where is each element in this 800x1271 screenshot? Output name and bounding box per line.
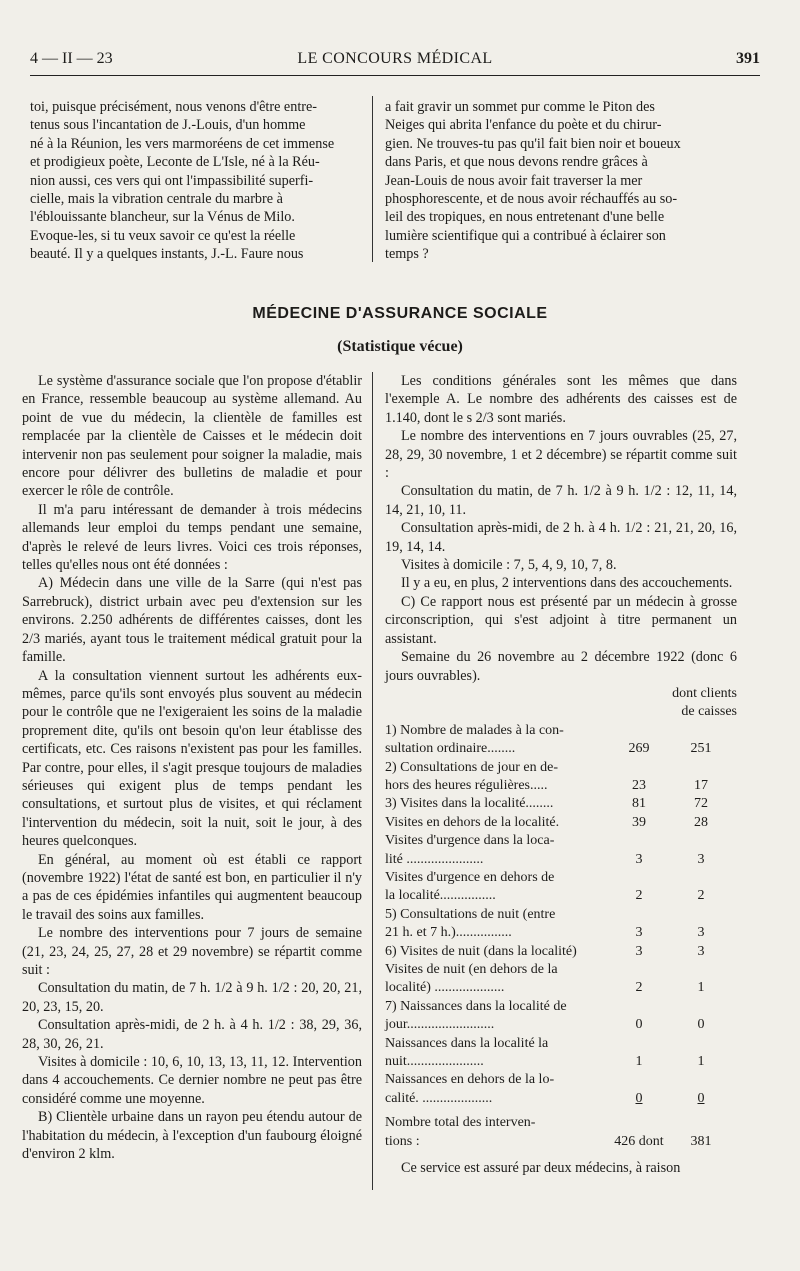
paragraph: Semaine du 26 novembre au 2 décembre 1922 (donc 6 jours ouvrables). (385, 649, 737, 684)
stats-caisse-value: 3 (697, 943, 705, 959)
stats-caisse-value: 17 (694, 777, 708, 793)
stats-row-label (385, 832, 737, 850)
paragraph: Visites à domicile : 10, 6, 10, 13, 13, 11, 12. Intervention dans 4 accouchements. Ce dernier nombre ne peut pas être considéré comme une moyenne. (22, 1054, 362, 1107)
stats-label: 2) Consultations de jour en de- (385, 759, 559, 775)
text-line: nion aussi, ces vers qui ont l'impassibilité superfi- (30, 172, 314, 189)
stats-label: 3) Visites dans la localité........ (385, 796, 554, 812)
stats-header (385, 685, 737, 722)
stats-label: 7) Naissances dans la localité de (385, 998, 567, 1014)
top-column-rule (372, 96, 373, 262)
stats-caisse-value: 2 (697, 888, 705, 904)
stats-row (385, 777, 737, 795)
stats-row-label (385, 869, 737, 887)
stats-label: 5) Consultations de nuit (entre (385, 906, 556, 922)
stats-label: 1) Nombre de malades à la con- (385, 722, 564, 738)
stats-caisse-value: 72 (694, 796, 708, 812)
text-line: dans Paris, et que nous devons rendre grâces à (385, 154, 648, 171)
text-line: tenus sous l'incantation de J.-Louis, d'un homme (30, 117, 306, 134)
paragraph: Le système d'assurance sociale que l'on propose d'établir en France, ressemble beaucoup au système allemand. Au point de vue du médecin, la clientèle de familles est remplacée par la clientèle de Caisses et le médecin doit intervenir non pas seulement pour soigner la maladie, mais encore pour délivrer des bulletins de maladie et pour exercer le rôle de contrôle. (22, 373, 362, 500)
body-column-rule (372, 372, 373, 1190)
stats-caisse-value: 3 (697, 851, 705, 867)
paragraph: Le nombre des interventions en 7 jours ouvrables (25, 27, 28, 29, 30 novembre, 1 et 2 décembre) se répartit comme suit : (385, 428, 737, 482)
stats-caisse-value: 28 (694, 814, 708, 830)
journal-title: LE CONCOURS MÉDICAL (297, 50, 493, 67)
paragraph: Consultation du matin, de 7 h. 1/2 à 9 h. 1/2 : 20, 20, 21, 20, 23, 15, 20. (22, 980, 362, 1015)
stats-total-value: 0 (635, 1090, 643, 1106)
right-article-column (385, 372, 737, 1177)
stats-label: hors des heures régulières..... (385, 777, 548, 793)
stats-total-row (385, 1133, 737, 1151)
text-line: lumière scientifique qui a contribué à éclairer son (385, 227, 666, 244)
stats-total-value: 23 (632, 777, 646, 793)
stats-row-label (385, 759, 737, 777)
stats-total-label: Nombre total des interven- (385, 1115, 536, 1131)
text-line: Neiges qui abrita l'enfance du poète et du chirur- (385, 117, 662, 134)
stats-header-row (385, 685, 737, 722)
paragraph: B) Clientèle urbaine dans un rayon peu étendu autour de l'habitation du médecin, à l'exception d'un faubourg éloigné d'environ 2 klm. (22, 1109, 362, 1163)
text-line: phosphorescente, et de nous avoir réchauffés au so- (385, 191, 678, 208)
stats-total-value: 0 (635, 1017, 643, 1033)
page-number: 391 (736, 50, 760, 67)
stats-row (385, 1053, 737, 1071)
text-line: Jean-Louis de nous avoir fait traverser la mer (385, 172, 643, 189)
stats-caisse-value: 1 (697, 1054, 705, 1070)
top-right-column (385, 98, 737, 264)
stats-total-value: 269 (628, 741, 650, 757)
stats-grand-total: 426 dont (614, 1133, 664, 1149)
stats-row-label (385, 961, 737, 979)
stats-row-label (385, 1035, 737, 1053)
text-line: temps ? (385, 246, 429, 263)
stats-row-label (385, 998, 737, 1016)
paragraph: Consultation du matin, de 7 h. 1/2 à 9 h. 1/2 : 12, 11, 14, 14, 21, 10, 11. (385, 483, 737, 518)
stats-total-label: tions : (385, 1133, 420, 1149)
text-line: a fait gravir un sommet pur comme le Piton des (385, 99, 655, 115)
stats-label: la localité................ (385, 888, 496, 904)
paragraph: A la consultation viennent surtout les adhérents eux-mêmes, parce qu'ils sont envoyés plus souvent au médecin pour le contrôle que ne l'exigeraient les soins de la maladie proprement dite, qu'ils ont besoin qu'on leur établisse des certificats, etc. Ces raisons n'existent pas pour les familles. Par contre, pour elles, il s'agit presque toujours de maladies sérieuses qui exigent plus de temps pendant les consultations, et surtout plus de visites, et qui réclament l'intervention du médecin, soit la nuit, soit le jour, à des heures quelconques. (22, 667, 362, 850)
stats-row (385, 943, 737, 961)
paragraph: Visites à domicile : 7, 5, 4, 9, 10, 7, 8. (401, 557, 617, 574)
paragraph: Les conditions générales sont les mêmes que dans l'exemple A. Le nombre des adhérents des caisses est de 1.140, dont le s 2/3 sont mariés. (385, 373, 737, 426)
paragraph: Il y a eu, en plus, 2 interventions dans des accouchements. (401, 575, 733, 592)
stats-label: calité. .................... (385, 1090, 493, 1106)
stats-row-label (385, 722, 737, 740)
text-line: né à la Réunion, les vers marmoréens de cet immense (30, 135, 335, 152)
paragraph: Consultation après-midi, de 2 h. à 4 h. 1/2 : 38, 29, 36, 28, 30, 26, 21. (22, 1017, 362, 1052)
section-title: MÉDECINE D'ASSURANCE SOCIALE (252, 305, 548, 322)
stats-caisse-value: 0 (697, 1090, 705, 1106)
stats-label: 6) Visites de nuit (dans la localité) (385, 943, 577, 959)
stats-row (385, 924, 737, 942)
stats-label: localité) .................... (385, 980, 505, 996)
stats-row (385, 1016, 737, 1034)
stats-label: Visites de nuit (en dehors de la (385, 962, 558, 977)
text-line: cielle, mais la vibration centrale du marbre à (30, 191, 283, 208)
stats-total-value: 39 (632, 814, 646, 830)
running-head (30, 50, 760, 74)
stats-grand-total-caisses: 381 (690, 1133, 712, 1149)
stats-total-value: 2 (635, 888, 643, 904)
left-article-column (22, 372, 362, 1163)
top-left-column (30, 98, 365, 264)
stats-row-label (385, 1071, 737, 1089)
paragraph: Il m'a paru intéressant de demander à trois médecins allemands leur emploi du temps pendant une semaine, d'après le relevé de leurs livres. Voici ces trois réponses, telles qu'elles nous ont été données : (22, 501, 362, 574)
paragraph: Consultation après-midi, de 2 h. à 4 h. 1/2 : 21, 21, 20, 16, 19, 14, 14. (385, 520, 737, 555)
stats-header-line-2: de caisses (681, 704, 737, 720)
stats-label: nuit...................... (385, 1054, 484, 1070)
paragraph: Ce service est assuré par deux médecins, à raison (401, 1160, 681, 1177)
stats-row-label (385, 906, 737, 924)
stats-row (385, 814, 737, 832)
stats-total-value: 3 (635, 925, 643, 941)
text-line: beauté. Il y a quelques instants, J.-L. Faure nous (30, 246, 304, 263)
stats-caisse-value: 3 (697, 925, 705, 941)
stats-label: Visites d'urgence en dehors de (385, 869, 555, 885)
text-line: et prodigieux poète, Leconte de L'Isle, né à la Réu- (30, 154, 320, 171)
stats-row (385, 887, 737, 905)
stats-label: Visites en dehors de la localité. (385, 814, 560, 830)
stats-label: sultation ordinaire........ (385, 741, 516, 757)
stats-row (385, 740, 737, 758)
stats-total-value: 81 (632, 796, 646, 812)
stats-row (385, 795, 737, 813)
header-rule (30, 75, 760, 76)
text-line: gien. Ne trouves-tu pas qu'il fait bien noir et boueux (385, 135, 681, 152)
stats-row (385, 1090, 737, 1108)
stats-total-value: 1 (635, 1054, 643, 1070)
issue-date: 4 — II — 23 (30, 50, 113, 67)
paragraph: C) Ce rapport nous est présenté par un médecin à grosse circonscription, qui s'est adjoint à titre permanent un assistant. (385, 593, 737, 647)
stats-total-value: 2 (635, 980, 643, 996)
paragraph: En général, au moment où est établi ce rapport (novembre 1922) l'état de santé est bon, en particulier il n'y a pas de ces épidémies infantiles qui augmentent beaucoup le travail des soins aux familles. (22, 851, 362, 923)
stats-total-value: 3 (635, 943, 643, 959)
text-line: l'éblouissante blancheur, sur la Vénus de Milo. (30, 209, 295, 226)
stats-total-value: 3 (635, 851, 643, 867)
stats-header-line-1: dont clients (672, 685, 737, 701)
stats-label: lité ...................... (385, 851, 484, 867)
paragraph: Le nombre des interventions pour 7 jours de semaine (21, 23, 24, 25, 27, 28 et 29 novembre) se répartit comme suit : (22, 925, 362, 978)
stats-label: Naissances en dehors de la lo- (385, 1072, 555, 1088)
stats-total-label-row (385, 1108, 737, 1132)
stats-caisse-value: 1 (697, 980, 705, 996)
section-subtitle: (Statistique vécue) (337, 338, 463, 355)
stats-caisse-value: 0 (697, 1017, 705, 1033)
stats-label: Visites d'urgence dans la loca- (385, 833, 555, 849)
text-line: leil des tropiques, en nous entretenant d'une belle (385, 209, 665, 226)
stats-row (385, 851, 737, 869)
text-line: toi, puisque précisément, nous venons d'être entre- (30, 99, 318, 115)
stats-caisse-value: 251 (690, 741, 712, 757)
stats-label: Naissances dans la localité la (385, 1035, 549, 1051)
stats-label: jour......................... (385, 1017, 495, 1033)
statistics-table (385, 685, 737, 1151)
text-line: Evoque-les, si tu veux savoir ce qu'est la réelle (30, 227, 296, 244)
stats-label: 21 h. et 7 h.)................ (385, 925, 512, 941)
stats-row (385, 979, 737, 997)
paragraph: A) Médecin dans une ville de la Sarre (qui n'est pas Sarrebruck), district urbain avec peu d'extension sur les environs. 2.250 adhérents de différentes caisses, dont les 2/3 mariés, ayant tous le traitement médical gratuit pour la famille. (22, 575, 362, 666)
